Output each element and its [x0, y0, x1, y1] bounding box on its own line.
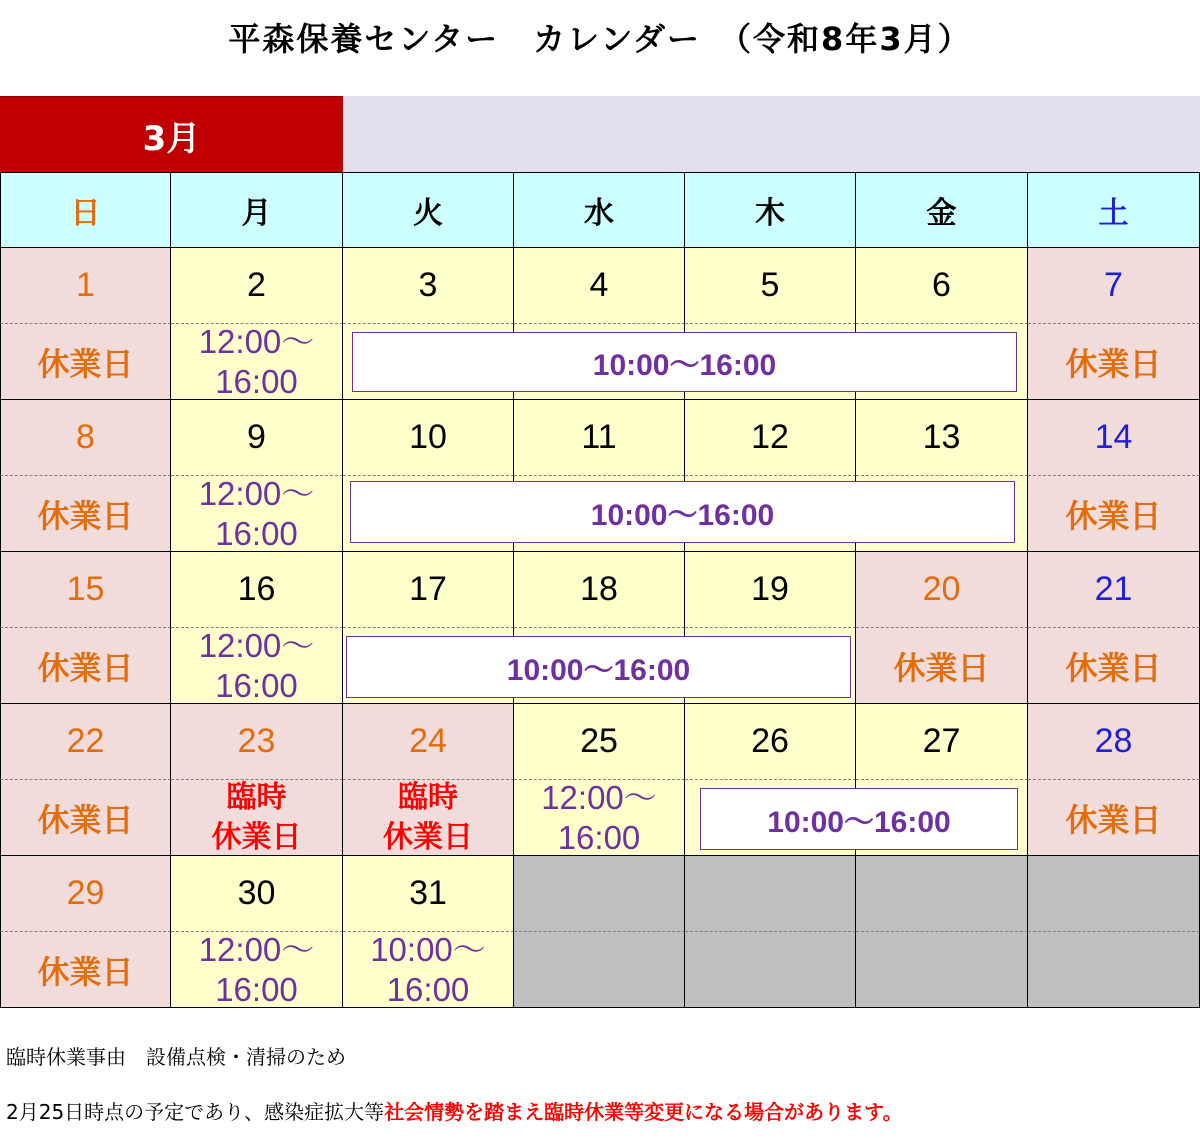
status-cell	[1028, 324, 1200, 400]
date-cell	[171, 704, 343, 780]
opening-hours: 12:00～ 16:00	[541, 778, 657, 856]
date-cell	[685, 704, 856, 780]
date-cell	[685, 552, 856, 628]
date-cell	[514, 552, 685, 628]
date-number: 29	[66, 874, 105, 912]
closure-reason-note: 臨時休業事由 設備点検・清掃のため	[6, 1045, 346, 1069]
date-cell	[171, 552, 343, 628]
status-cell	[171, 476, 343, 552]
closed-label: 休業日	[37, 496, 134, 535]
status-cell	[1028, 476, 1200, 552]
date-number: 24	[409, 722, 447, 760]
date-cell	[0, 704, 171, 780]
date-number: 17	[409, 570, 447, 608]
date-cell	[1028, 856, 1200, 932]
status-cell	[343, 780, 514, 856]
date-cell	[856, 400, 1028, 476]
temporary-closed-label: 臨時 休業日	[211, 779, 302, 855]
date-cell	[343, 552, 514, 628]
date-number: 4	[589, 266, 609, 304]
date-number: 8	[76, 418, 95, 456]
weekday-header: 水	[514, 172, 685, 248]
disclaimer-plain: 2月25日時点の予定であり、感染症拡大等	[6, 1100, 385, 1124]
date-number: 21	[1094, 570, 1133, 608]
date-cell	[856, 856, 1028, 932]
date-number: 14	[1094, 418, 1133, 456]
date-cell	[514, 248, 685, 324]
opening-hours: 12:00～ 16:00	[198, 322, 315, 400]
date-cell	[1028, 400, 1200, 476]
date-number: 13	[922, 418, 961, 456]
date-cell	[343, 400, 514, 476]
date-number: 23	[237, 722, 276, 760]
status-cell	[0, 476, 171, 552]
date-number: 26	[751, 722, 789, 760]
date-cell	[514, 856, 685, 932]
closed-label: 休業日	[1065, 344, 1162, 383]
opening-hours: 12:00～ 16:00	[198, 474, 315, 552]
date-number: 7	[1104, 266, 1123, 304]
date-cell	[171, 248, 343, 324]
date-cell	[1028, 552, 1200, 628]
date-cell	[171, 400, 343, 476]
weekday-header: 金	[856, 172, 1028, 248]
date-cell	[685, 248, 856, 324]
date-number: 6	[932, 266, 951, 304]
date-number: 30	[237, 874, 276, 912]
status-cell	[0, 780, 171, 856]
weekday-header: 土	[1028, 172, 1200, 248]
date-number: 20	[922, 570, 961, 608]
closed-label: 休業日	[1065, 800, 1162, 839]
date-number: 15	[66, 570, 105, 608]
date-cell	[343, 856, 514, 932]
weekday-header: 火	[343, 172, 514, 248]
opening-hours: 12:00～ 16:00	[198, 626, 315, 704]
date-cell	[856, 552, 1028, 628]
status-cell	[343, 932, 514, 1008]
date-cell	[856, 248, 1028, 324]
opening-hours-span: 10:00～16:00	[352, 332, 1017, 392]
status-cell	[0, 324, 171, 400]
weekday-header: 木	[685, 172, 856, 248]
closed-label: 休業日	[893, 648, 990, 687]
date-cell	[0, 248, 171, 324]
date-number: 9	[247, 418, 266, 456]
date-number: 16	[237, 570, 276, 608]
date-cell	[171, 856, 343, 932]
status-cell	[856, 628, 1028, 704]
date-number: 5	[760, 266, 780, 304]
date-number: 2	[247, 266, 266, 304]
opening-hours-span: 10:00～16:00	[346, 636, 851, 698]
date-number: 19	[751, 570, 789, 608]
opening-hours: 10:00～ 16:00	[370, 930, 486, 1008]
date-cell	[856, 704, 1028, 780]
status-cell	[171, 324, 343, 400]
month-band	[343, 96, 1200, 172]
date-cell	[1028, 248, 1200, 324]
status-cell	[1028, 628, 1200, 704]
closed-label: 休業日	[1065, 496, 1162, 535]
disclaimer-red: 社会情勢を踏まえ臨時休業等変更になる場合があります。	[384, 1100, 903, 1124]
date-cell	[685, 400, 856, 476]
date-number: 12	[751, 418, 789, 456]
date-number: 31	[409, 874, 447, 912]
status-cell	[0, 932, 171, 1008]
status-cell	[856, 932, 1028, 1008]
opening-hours-span: 10:00～16:00	[350, 481, 1015, 543]
date-number: 11	[581, 418, 617, 456]
status-cell	[1028, 932, 1200, 1008]
closed-label: 休業日	[1065, 648, 1162, 687]
status-cell	[685, 932, 856, 1008]
status-cell	[514, 780, 685, 856]
status-cell	[171, 780, 343, 856]
status-cell	[1028, 780, 1200, 856]
date-cell	[1028, 704, 1200, 780]
closed-label: 休業日	[37, 952, 134, 991]
status-cell	[171, 932, 343, 1008]
date-cell	[0, 552, 171, 628]
date-cell	[0, 400, 171, 476]
weekday-header: 日	[0, 172, 171, 248]
date-number: 22	[66, 722, 105, 760]
date-cell	[514, 400, 685, 476]
date-number: 25	[580, 722, 618, 760]
date-cell	[514, 704, 685, 780]
weekday-header: 月	[171, 172, 343, 248]
date-number: 10	[409, 418, 447, 456]
opening-hours-span: 10:00～16:00	[700, 788, 1018, 850]
temporary-closed-label: 臨時 休業日	[383, 779, 473, 855]
date-number: 27	[922, 722, 961, 760]
date-number: 1	[76, 266, 95, 304]
status-cell	[171, 628, 343, 704]
closed-label: 休業日	[37, 648, 134, 687]
date-number: 3	[418, 266, 438, 304]
status-cell	[514, 932, 685, 1008]
date-cell	[343, 704, 514, 780]
date-number: 18	[580, 570, 618, 608]
opening-hours: 12:00～ 16:00	[198, 930, 315, 1008]
date-cell	[343, 248, 514, 324]
closed-label: 休業日	[37, 800, 134, 839]
closed-label: 休業日	[37, 344, 134, 383]
month-tab: 3月	[0, 96, 343, 173]
date-number: 28	[1094, 722, 1133, 760]
page-title: 平森保養センター カレンダー （令和8年3月）	[228, 20, 972, 58]
schedule-disclaimer	[6, 1096, 903, 1125]
date-cell	[685, 856, 856, 932]
date-cell	[0, 856, 171, 932]
status-cell	[0, 628, 171, 704]
